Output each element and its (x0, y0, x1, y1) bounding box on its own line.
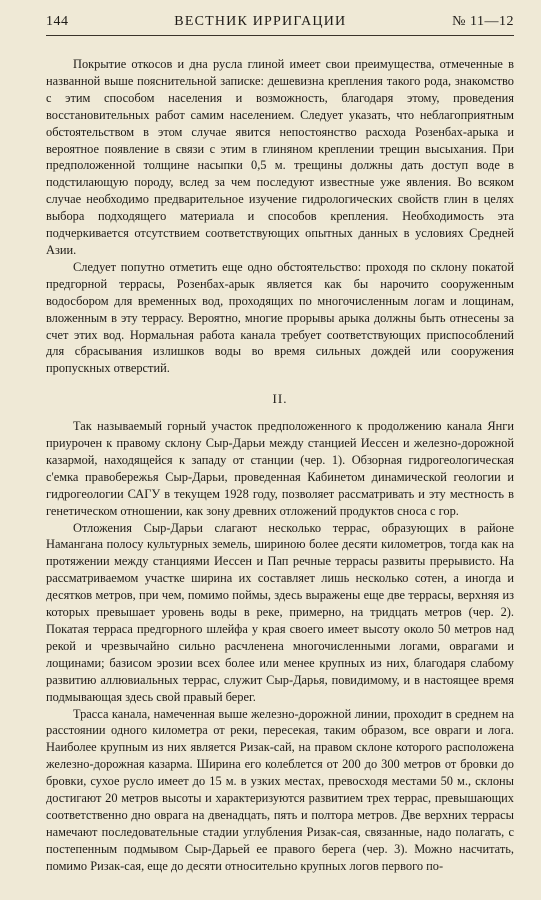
journal-title: ВЕСТНИК ИРРИГАЦИИ (174, 14, 347, 29)
paragraph: Так называемый горный участок предположенного к продолжению канала Янги приурочен к правому склону Сыр-Дарьи между станцией Иессен и железно-дорожной казармой, находящейся к западу от станции (чер. 1). Обзорная гидрогеологическая с'емка правобережья Сыр-Дарьи, проведенная Кабинетом динамической геологии и гидрогеологии САГУ в текущем 1928 году, позволяет рассматривать и эту местность в генетическом отношении, как зону древних отложений продуктов сноса с гор. (46, 419, 514, 518)
paragraph: Следует попутно отметить еще одно обстоятельство: проходя по склону покатой предгорной террасы, Розенбах-арык является как бы нарочито сооруженным водосбором для временных вод, проходящих по многочисленным логам и лощинам, вложенным в эту террасу. Вероятно, многие прорывы арыка должны быть отнесены за счет этих вод. Нормальная работа канала требует соответствующих приспособлений для сбрасывания излишков воды во время сильных дождей или сооружения пропускных отверстий. (46, 259, 514, 376)
page-header (46, 14, 514, 30)
paragraph: Покрытие откосов и дна русла глиной имеет свои преимущества, отмеченные в названной выше пояснительной записке: дешевизна крепления такого рода, знакомство с этим способом населения и возможность, благодаря этому, проведения восстановительных работ самим населением. Следует указать, что неблагоприятным обстоятельством в этом случае явится непостоянство расхода Розенбах-арыка и вероятное появление в связи с этим в глиняном креплении трещин высыхания. При предположенной толщине насыпки 0,5 м. трещины должны дать доступ воде в подстилающую породу, вслед за чем последуют известные уже явления. Во всяком случае необходимо предварительное изучение гидрологических свойств глин в целях выбора подходящего материала и способов крепления. Необходимость эта подчеркивается отсутствием соответствующих опытных данных в условиях Средней Азии. (46, 57, 514, 257)
issue-number: № 11—12 (452, 14, 514, 29)
page-number: 144 (46, 14, 69, 29)
section-number: II. (272, 391, 288, 407)
paragraph: Отложения Сыр-Дарьи слагают несколько террас, образующих в районе Намангана полосу культурных земель, шириною более десяти километров, тогда как на протяжении между станциями Иессен и Пап речные террасы развиты прерывисто. На рассматриваемом участке ширина их составляет лишь несколько сотен, а иногда и десятков метров, при чем, помимо поймы, здесь выражены еще две террасы, верхняя из которых превышает уровень воды в реке, примерно, на тридцать метров (чер. 2). Покатая терраса предгорного шлейфа у края своего имеет высоту около 50 метров над рекой и чрезвычайно сильно расчленена многочисленными логами, оврагами и лощинами; базисом эрозии всех более или менее крупных из них, благодаря слабому развитию аллювиальных террас, служит Сыр-Дарья, повидимому, и в настоящее время подмывающая здесь свой правый берег. (46, 520, 514, 704)
paragraph: Трасса канала, намеченная выше железно-дорожной линии, проходит в среднем на расстоянии одного километра от реки, пересекая, таким образом, все овраги и лога. Наиболее крупным из них является Ризак-сай, на правом склоне которого расположена железно-дорожная казарма. Ширина его колеблется от 200 до 300 метров от бровки до бровки, сухое русло имеет до 15 м. в узких местах, превосходя местами 50 м., склоны достигают 20 метров высоты и характеризуются развитием трех террас, превышающих соответственно дно оврага на двенадцать, пять и полтора метров. Две верхних террасы намечают последовательные стадии углубления Ризак-сая, связанные, надо полагать, с постепенным подмывом Сыр-Дарьей ее правого берега (чер. 3). Можно насчитать, помимо Ризак-сая, еще до десяти относительно крупных логов первого по- (46, 706, 514, 873)
article-body (46, 56, 514, 875)
header-rule (46, 35, 514, 36)
